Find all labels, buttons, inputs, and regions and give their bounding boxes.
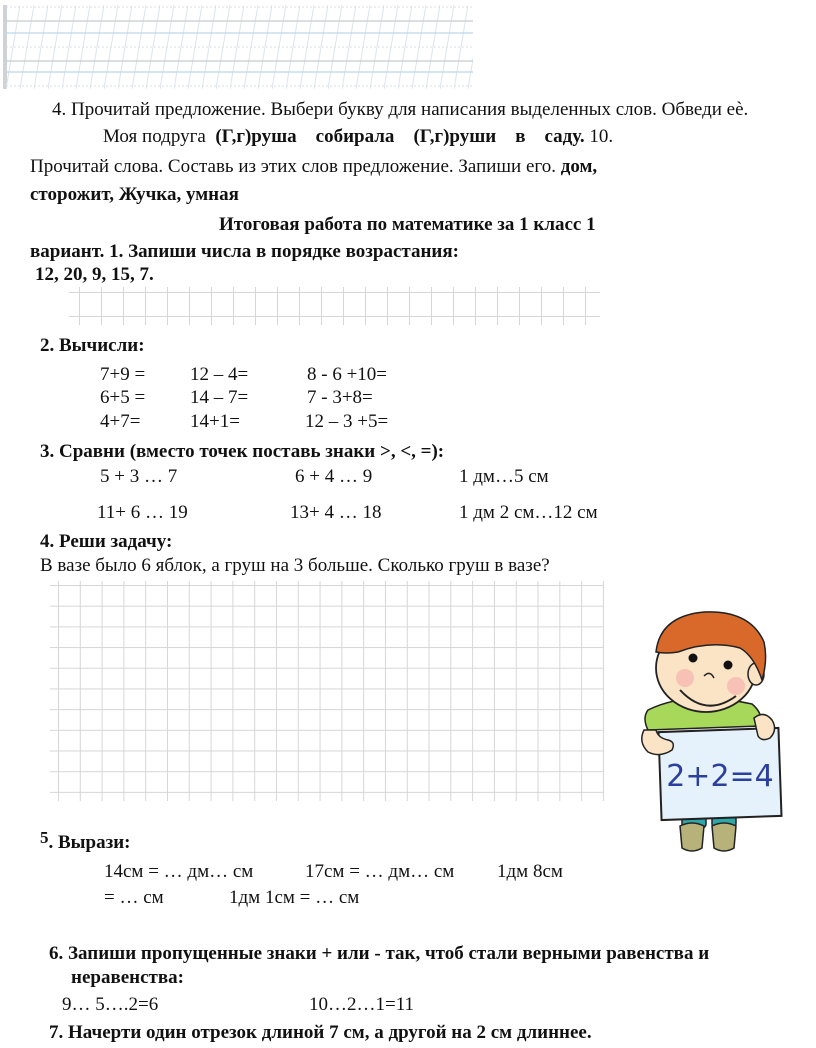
task4-problem: В вазе было 6 яблок, а груш на 3 больше. Сколько груш в вазе?	[40, 555, 550, 576]
math-task1-heading: вариант. 1. Запиши числа в порядке возрастания:	[30, 241, 459, 262]
boy-holding-sign-illustration	[630, 590, 806, 858]
task4-answer-grid[interactable]	[50, 581, 604, 801]
next-task-number: 10.	[589, 126, 614, 147]
task3-r2-c2: 13+ 4 … 18	[290, 502, 382, 523]
task5-heading	[40, 828, 131, 854]
task6-heading-line1: 6. Запиши пропущенные знаки + или - так, чтоб стали верными равенства и	[49, 943, 710, 964]
task10-instruction: Прочитай слова. Составь из этих слов предложение. Запиши его.	[30, 156, 556, 177]
task3-heading: 3. Сравни (вместо точек поставь знаки >, <, =):	[40, 441, 445, 462]
task7-heading: 7. Начерти один отрезок длиной 7 см, а другой на 2 см длиннее.	[49, 1022, 592, 1043]
task2-r1-c1: 7+9 =	[100, 364, 146, 385]
task1-answer-grid[interactable]	[69, 287, 600, 325]
task5-l2-c2: 1дм 1см = … см	[229, 887, 360, 908]
word-sadu: саду.	[544, 126, 585, 147]
task5-l1-c2: 17см = … дм… см	[305, 861, 455, 882]
task2-r2-c1: 6+5 =	[100, 387, 146, 408]
ruling-lines	[6, 5, 473, 89]
task10-words-rest: сторожит, Жучка, умная	[30, 184, 239, 205]
sign-text: 2+2=4	[666, 759, 774, 794]
task3-r2-c1: 11+ 6 … 19	[97, 502, 188, 523]
task6-item-1: 9… 5….2=6	[62, 994, 159, 1015]
task2-r1-c2: 12 – 4=	[190, 364, 249, 385]
task3-r1-c1: 5 + 3 … 7	[100, 466, 178, 487]
choice-word-grusha[interactable]: (Г,г)руша	[215, 126, 297, 147]
word-v: в	[515, 126, 526, 147]
task5-l1-c1: 14см = … дм… см	[104, 861, 254, 882]
choice-word-grushi[interactable]: (Г,г)руши	[413, 126, 497, 147]
word-sobirala: собирала	[315, 126, 395, 147]
task3-r1-c2: 6 + 4 … 9	[295, 466, 373, 487]
math-task1-numbers: 12, 20, 9, 15, 7.	[35, 264, 154, 285]
task4-heading: 4. Реши задачу:	[40, 531, 173, 552]
task5-heading-text: . Вырази:	[48, 832, 131, 853]
task2-heading: 2. Вычисли:	[40, 335, 145, 356]
task2-r3-c2: 14+1=	[190, 411, 240, 432]
task3-r1-c3: 1 дм…5 см	[459, 466, 549, 487]
task5-l2-c1: = … см	[104, 887, 164, 908]
task6-item-2: 10…2…1=11	[309, 994, 415, 1015]
task6-heading-line2: неравенства:	[71, 967, 184, 988]
task2-r3-c3: 12 – 3 +5=	[305, 411, 389, 432]
math-test-title: Итоговая работа по математике за 1 класс 1	[219, 214, 596, 235]
russian-task4-sentence	[103, 126, 613, 148]
task5-number: 5	[40, 828, 49, 847]
task5-l1-c3: 1дм 8см	[497, 861, 563, 882]
task2-r2-c2: 14 – 7=	[190, 387, 249, 408]
task2-r3-c1: 4+7=	[100, 411, 141, 432]
sentence-prefix: Моя подруга	[103, 126, 206, 147]
russian-task10-line1	[30, 156, 597, 178]
task3-r2-c3: 1 дм 2 см…12 см	[459, 502, 598, 523]
task2-r1-c3: 8 - 6 +10=	[307, 364, 388, 385]
task2-r2-c3: 7 - 3+8=	[307, 387, 373, 408]
task10-words-start: дом,	[560, 156, 598, 177]
russian-task4-instruction: 4. Прочитай предложение. Выбери букву для написания выделенных слов. Обведи еѐ.	[52, 99, 749, 120]
